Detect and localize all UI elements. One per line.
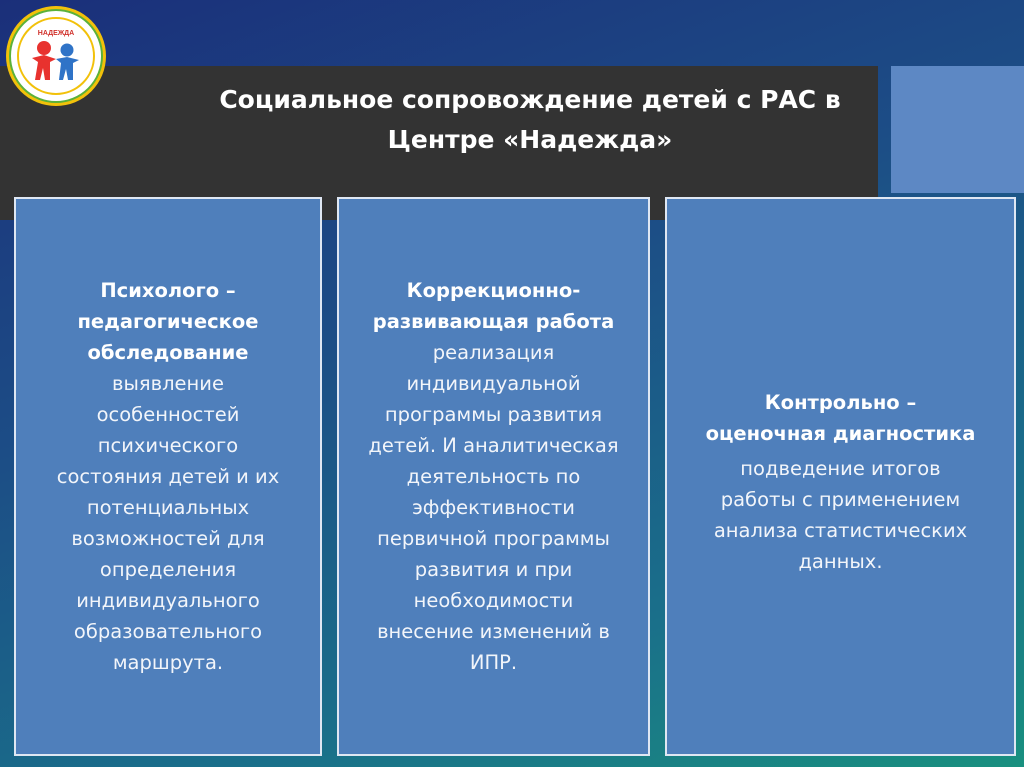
card-body [57,368,280,678]
body-line: реализация [432,341,555,364]
body-line: ИПР. [469,651,518,674]
card-psych-assessment [14,197,322,756]
body-line: состояния детей и их [56,465,280,488]
body-line: деятельность по [406,465,581,488]
heading-line: Коррекционно- [406,279,581,302]
card-correction-work [337,197,650,756]
body-line: выявление [111,372,224,395]
card-heading [706,387,976,449]
heading-line: Контрольно – [764,391,917,414]
page-title [120,80,940,160]
body-line: программы развития [384,403,603,426]
logo-name: НАДЕЖДА [37,30,75,37]
body-line: определения [99,558,237,581]
body-line: эффективности [412,496,575,519]
body-line: первичной программы [377,527,610,550]
heading-line: развивающая работа [372,310,615,333]
body-line: индивидуальной [406,372,581,395]
heading-line: обследование [87,341,249,364]
body-line: маршрута. [112,651,224,674]
body-line: работы с применением [720,488,961,511]
body-line: развития и при [414,558,573,581]
title-line-2: Центре «Надежда» [387,125,673,154]
body-line: потенциальных [86,496,250,519]
card-body [714,453,967,577]
card-body [368,337,618,678]
body-line: внесение изменений в [377,620,610,643]
body-line: психического [97,434,239,457]
card-heading [373,275,615,337]
body-line: образовательного [73,620,263,643]
title-line-1: Социальное сопровождение детей с РАС в [219,85,841,114]
heading-line: педагогическое [77,310,259,333]
body-line: возможностей для [71,527,265,550]
heading-line: оценочная диагностика [705,422,976,445]
card-heading [77,275,258,368]
body-line: данных. [798,550,883,573]
children-logo-icon [4,4,108,108]
body-line: необходимости [413,589,574,612]
card-control-diagnostics [665,197,1016,756]
body-line: индивидуального [76,589,260,612]
body-line: детей. И аналитическая [368,434,619,457]
body-line: подведение итогов [740,457,941,480]
heading-line: Психолого – [100,279,236,302]
body-line: особенностей [96,403,240,426]
body-line: анализа статистических [713,519,968,542]
